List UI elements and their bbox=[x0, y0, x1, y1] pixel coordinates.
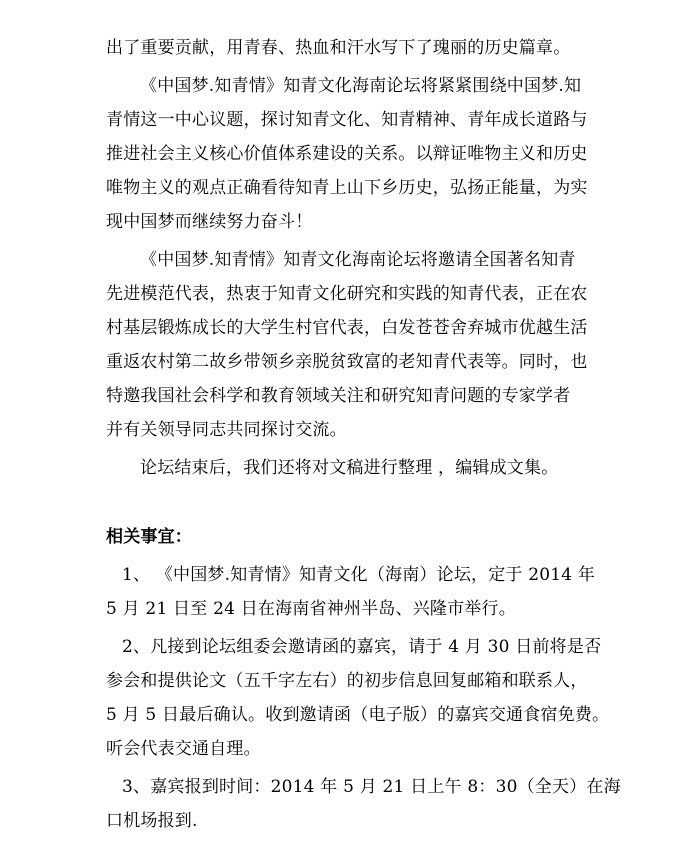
text-line: 5 月 5 日最后确认。收到邀请函（电子版）的嘉宾交通食宿免费。 bbox=[106, 705, 610, 725]
text-line: 口机场报到. bbox=[106, 811, 198, 831]
text-line: 重返农村第二故乡带领乡亲脱贫致富的老知青代表等。同时，也 bbox=[106, 352, 588, 372]
section-heading: 相关事宜： bbox=[106, 527, 192, 547]
text-line: 《中国梦.知青情》知青文化海南论坛将邀请全国著名知青 bbox=[140, 250, 576, 270]
text-line: 《中国梦.知青情》知青文化海南论坛将紧紧围绕中国梦.知 bbox=[140, 76, 582, 96]
text-line: 论坛结束后，我们还将对文稿进行整理 ，编辑成文集。 bbox=[140, 458, 559, 478]
text-line: 青情这一中心议题，探讨知青文化、知青精神、青年成长道路与 bbox=[106, 110, 588, 130]
text-line: 听会代表交通自理。 bbox=[106, 739, 261, 759]
text-line: 参会和提供论文（五千字左右）的初步信息回复邮箱和联系人， bbox=[106, 671, 588, 691]
text-line: 唯物主义的观点正确看待知青上山下乡历史，弘扬正能量，为实 bbox=[106, 178, 588, 198]
text-line: 1、 《中国梦.知青情》知青文化（海南）论坛，定于 2014 年 bbox=[122, 565, 596, 585]
text-line: 出了重要贡献，用青春、热血和汗水写下了瑰丽的历史篇章。 bbox=[106, 38, 571, 58]
text-line: 村基层锻炼成长的大学生村官代表，白发苍苍舍弃城市优越生活 bbox=[106, 318, 588, 338]
text-line: 现中国梦而继续努力奋斗！ bbox=[106, 212, 313, 232]
text-line: 并有关领导同志共同探讨交流。 bbox=[106, 420, 347, 440]
text-line: 3、嘉宾报到时间：2014 年 5 月 21 日上午 8：30（全天）在海 bbox=[122, 777, 621, 797]
text-line: 2、凡接到论坛组委会邀请函的嘉宾，请于 4 月 30 日前将是否 bbox=[122, 637, 602, 657]
text-line: 先进模范代表，热衷于知青文化研究和实践的知青代表，正在农 bbox=[106, 284, 588, 304]
text-line: 推进社会主义核心价值体系建设的关系。以辩证唯物主义和历史 bbox=[106, 144, 588, 164]
text-line: 特邀我国社会科学和教育领域关注和研究知青问题的专家学者 bbox=[106, 386, 571, 406]
text-line: 5 月 21 日至 24 日在海南省神州半岛、兴隆市举行。 bbox=[106, 599, 516, 619]
